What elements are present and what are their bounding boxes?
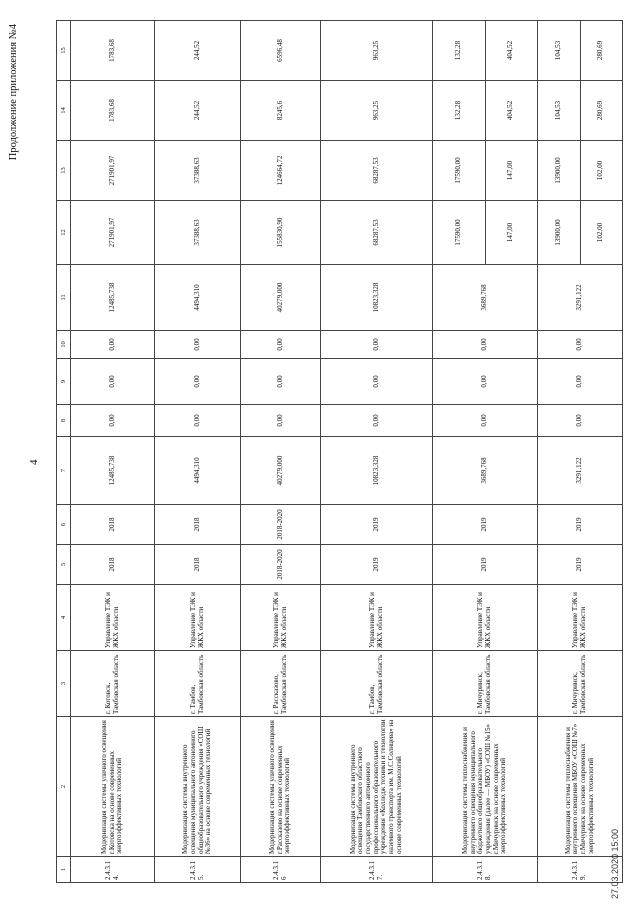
cell-num: 2.4.3.16 <box>241 857 321 883</box>
cell-c13: 68287,53 <box>321 141 433 201</box>
cell-part: 13900,00 <box>553 219 562 246</box>
column-header: 10 <box>57 331 71 359</box>
cell-c15: 963,25 <box>321 21 433 81</box>
cell-c12: 68287,53 <box>321 201 433 265</box>
cell-c11: 3689,768 <box>433 265 538 331</box>
cell-name: Модернизация системы внутреннего освещения муниципального автономного общеобразовательного учреждения «СОШ №36» на основе современных технологий <box>155 717 241 857</box>
cell-c11: 40279,000 <box>241 265 321 331</box>
cell-part: 132,28 <box>453 40 462 61</box>
cell-part: 404,52 <box>485 81 538 140</box>
cell-name: Модернизация системы теплоснабжения и внутреннего освещения МБОУ «СОШ №7» г.Мичуринск на основе современных энергоэффективных технологий <box>538 717 623 857</box>
cell-org: Управление ТЭК и ЖКХ области <box>538 585 623 651</box>
cell-c9: 0,00 <box>241 359 321 405</box>
cell-c13: 37388,63 <box>155 141 241 201</box>
table-row <box>155 21 241 883</box>
column-header: 15 <box>57 21 71 81</box>
cell-c10: 0,00 <box>71 331 155 359</box>
column-number-row <box>57 21 71 883</box>
footer-stamp: 27.03.2020 15:00 <box>610 828 620 899</box>
cell-c11: 12485,738 <box>71 265 155 331</box>
cell-part: 13900,00 <box>553 157 562 184</box>
cell-part: 104,53 <box>553 100 562 121</box>
page-number: 4 <box>28 459 40 465</box>
column-header: 14 <box>57 81 71 141</box>
cell-c8: 0,00 <box>538 405 623 437</box>
cell-c10: 0,00 <box>155 331 241 359</box>
cell-c6: 2018 <box>155 505 241 545</box>
cell-c5: 2018-2020 <box>241 545 321 585</box>
cell-c10: 0,00 <box>321 331 433 359</box>
column-header: 6 <box>57 505 71 545</box>
cell-c14 <box>538 81 623 141</box>
column-header: 13 <box>57 141 71 201</box>
cell-c11: 3291,122 <box>538 265 623 331</box>
table-row <box>433 21 538 883</box>
cell-c7: 10823,328 <box>321 437 433 505</box>
cell-place: г. Рассказово, Тамбовская область <box>241 651 321 717</box>
cell-c8: 0,00 <box>241 405 321 437</box>
cell-c10: 0,00 <box>433 331 538 359</box>
cell-name: Модернизация системы уличного освещения г.Рассказово на основе современных энергоэффективных технологий <box>241 717 321 857</box>
cell-c12: 155830,90 <box>241 201 321 265</box>
cell-num: 2.4.3.15. <box>155 857 241 883</box>
cell-c9: 0,00 <box>155 359 241 405</box>
column-header: 12 <box>57 201 71 265</box>
table-row <box>241 21 321 883</box>
column-header: 1 <box>57 857 71 883</box>
cell-org: Управление ТЭК и ЖКХ области <box>71 585 155 651</box>
cell-c15: 244,52 <box>155 21 241 81</box>
cell-place: г. Мичуринск, Тамбовская область <box>433 651 538 717</box>
cell-part: 104,53 <box>553 40 562 61</box>
cell-c12 <box>538 201 623 265</box>
cell-c15: 6596,48 <box>241 21 321 81</box>
cell-c8: 0,00 <box>433 405 538 437</box>
cell-org: Управление ТЭК и ЖКХ области <box>155 585 241 651</box>
table-row <box>71 21 155 883</box>
table-row <box>321 21 433 883</box>
cell-part: 280,69 <box>580 21 623 80</box>
cell-c6: 2018 <box>71 505 155 545</box>
cell-c13 <box>433 141 538 201</box>
column-header: 2 <box>57 717 71 857</box>
cell-c14 <box>433 81 538 141</box>
cell-c9: 0,00 <box>321 359 433 405</box>
column-header: 8 <box>57 405 71 437</box>
cell-num: 2.4.3.18. <box>433 857 538 883</box>
cell-part: 17590,00 <box>453 219 462 246</box>
cell-org: Управление ТЭК и ЖКХ области <box>321 585 433 651</box>
cell-c11: 10823,328 <box>321 265 433 331</box>
cell-num: 2.4.3.14. <box>71 857 155 883</box>
cell-c5: 2018 <box>71 545 155 585</box>
cell-c8: 0,00 <box>321 405 433 437</box>
cell-c5: 2018 <box>155 545 241 585</box>
cell-part: 102,00 <box>580 201 623 264</box>
table-row <box>538 21 623 883</box>
cell-num: 2.4.3.17. <box>321 857 433 883</box>
cell-c12 <box>433 201 538 265</box>
cell-c11: 4494,310 <box>155 265 241 331</box>
column-header: 11 <box>57 265 71 331</box>
cell-c15 <box>538 21 623 81</box>
column-header: 5 <box>57 545 71 585</box>
cell-c9: 0,00 <box>433 359 538 405</box>
cell-c14: 963,25 <box>321 81 433 141</box>
cell-c14: 8245,6 <box>241 81 321 141</box>
cell-c10: 0,00 <box>538 331 623 359</box>
cell-c7: 3291,122 <box>538 437 623 505</box>
cell-c13: 124664,72 <box>241 141 321 201</box>
cell-place: г. Тамбов, Тамбовская область <box>321 651 433 717</box>
column-header: 4 <box>57 585 71 651</box>
cell-c7: 3689,768 <box>433 437 538 505</box>
cell-place: г. Тамбов, Тамбовская область <box>155 651 241 717</box>
cell-c6: 2018-2020 <box>241 505 321 545</box>
cell-part: 132,28 <box>453 100 462 121</box>
cell-c7: 40279,000 <box>241 437 321 505</box>
cell-c14: 244,52 <box>155 81 241 141</box>
cell-c12: 271901,97 <box>71 201 155 265</box>
cell-c8: 0,00 <box>71 405 155 437</box>
cell-part: 102,00 <box>580 141 623 200</box>
cell-c9: 0,00 <box>538 359 623 405</box>
cell-org: Управление ТЭК и ЖКХ области <box>241 585 321 651</box>
cell-c14: 1783,68 <box>71 81 155 141</box>
cell-c6: 2019 <box>321 505 433 545</box>
cell-c5: 2019 <box>433 545 538 585</box>
cell-c10: 0,00 <box>241 331 321 359</box>
cell-part: 404,52 <box>485 21 538 80</box>
column-header: 9 <box>57 359 71 405</box>
cell-part: 147,00 <box>485 201 538 264</box>
column-header: 3 <box>57 651 71 717</box>
cell-c7: 12485,738 <box>71 437 155 505</box>
cell-c12: 37388,63 <box>155 201 241 265</box>
cell-c15 <box>433 21 538 81</box>
cell-place: г. Мичуринск, Тамбовская область <box>538 651 623 717</box>
cell-part: 147,00 <box>485 141 538 200</box>
cell-c6: 2019 <box>433 505 538 545</box>
program-table <box>56 20 623 883</box>
cell-part: 17590,00 <box>453 157 462 184</box>
column-header: 7 <box>57 437 71 505</box>
cell-org: Управление ТЭК и ЖКХ области <box>433 585 538 651</box>
cell-c8: 0,00 <box>155 405 241 437</box>
cell-c13: 271901,97 <box>71 141 155 201</box>
cell-num: 2.4.3.19. <box>538 857 623 883</box>
cell-name: Модернизация системы внутреннего освещения Тамбовского областного государственного автономного профессионального образовательного учреждения «Колледж техники и технологии наземного транспорта им. М.С.Солнцева» на основе современных технологий <box>321 717 433 857</box>
cell-name: Модернизация системы уличного освещения г.Котовска на основе современных энергоэффективных технологий <box>71 717 155 857</box>
appendix-caption: Продолжение приложения №4 <box>8 24 19 161</box>
cell-c9: 0,00 <box>71 359 155 405</box>
cell-c6: 2019 <box>538 505 623 545</box>
cell-c5: 2019 <box>538 545 623 585</box>
cell-place: г. Котовск, Тамбовская область <box>71 651 155 717</box>
cell-c13 <box>538 141 623 201</box>
cell-part: 280,69 <box>580 81 623 140</box>
cell-c15: 1783,68 <box>71 21 155 81</box>
cell-c5: 2019 <box>321 545 433 585</box>
cell-c7: 4494,310 <box>155 437 241 505</box>
cell-name: Модернизация системы теплоснабжения и внутреннего освещения муниципального бюджетного общеобразовательного учреждения (далее — МБОУ) «СОШ №15» г.Мичуринск на основе современных энергоэффективных технологий <box>433 717 538 857</box>
